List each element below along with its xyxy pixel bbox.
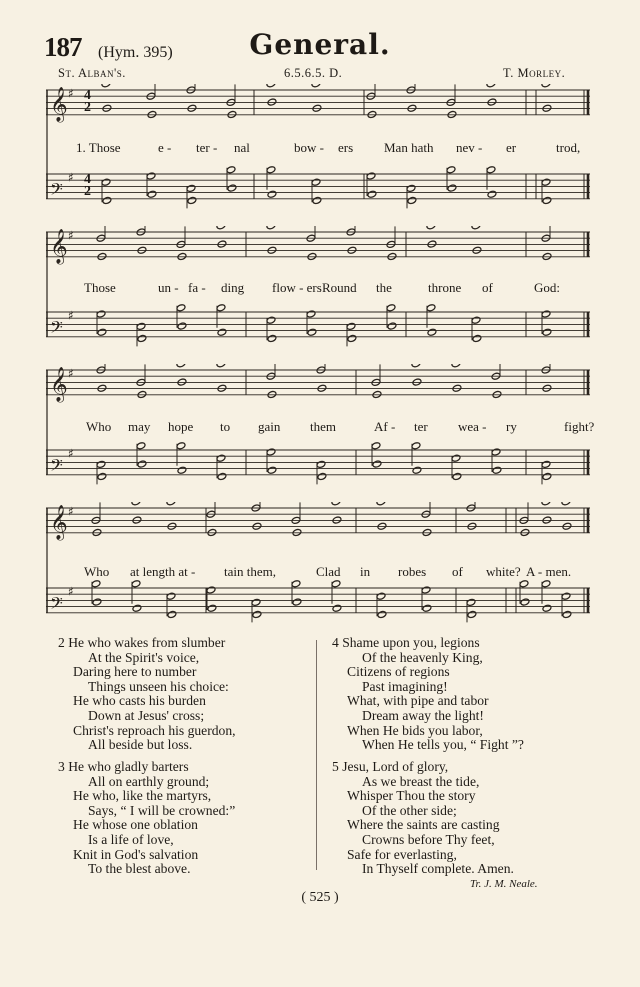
note-head-icon <box>101 84 111 88</box>
verse-line: Things unseen his choice: <box>88 678 229 694</box>
note-head-icon <box>132 604 142 612</box>
note-head-icon <box>331 580 341 588</box>
note-head-icon <box>166 592 176 600</box>
note-head-icon <box>216 364 226 368</box>
note-head-icon <box>376 592 386 600</box>
treble-clef-icon: 𝄞 <box>50 86 68 122</box>
note-head-icon <box>542 604 552 612</box>
verse-number: 3 <box>58 759 65 774</box>
note-head-icon <box>131 502 141 506</box>
lyric-syllable: fa - <box>188 280 206 295</box>
lyric-syllable: the <box>376 280 392 295</box>
note-head-icon <box>96 310 106 318</box>
note-head-icon <box>307 328 317 336</box>
hymnal-reference: (Hym. 395) <box>98 44 173 61</box>
note-head-icon <box>372 460 382 468</box>
verse-line: When He bids you labor, <box>347 722 483 738</box>
note-head-icon <box>216 226 226 230</box>
treble-staff <box>46 502 590 541</box>
verse-line: All on earthly ground; <box>88 773 210 789</box>
verse-number: 5 <box>332 759 339 774</box>
treble-staff <box>46 84 590 123</box>
verse-line: Christ's reproach his guerdon, <box>73 722 236 738</box>
note-head-icon <box>166 502 176 506</box>
bass-staff <box>46 166 590 209</box>
note-head-icon <box>92 598 102 606</box>
verse-line: He who, like the martyrs, <box>73 788 212 804</box>
bass-staff <box>46 442 590 485</box>
verse-line: Of the heavenly King, <box>362 649 483 665</box>
note-head-icon <box>520 598 530 606</box>
note-head-icon <box>216 454 226 462</box>
note-head-icon <box>177 466 187 474</box>
note-head-icon <box>542 196 552 204</box>
note-head-icon <box>96 460 106 468</box>
note-head-icon <box>207 604 217 612</box>
bass-clef-icon: 𝄢 <box>50 316 63 341</box>
note-head-icon <box>136 442 146 450</box>
time-signature: 2 <box>84 184 91 199</box>
lyric-syllable: throne <box>428 280 462 295</box>
note-head-icon <box>471 226 481 230</box>
lyric-syllable: of <box>482 280 493 295</box>
note-head-icon <box>311 178 321 186</box>
verse-line: In Thyself complete. Amen. <box>362 861 514 877</box>
lyric-syllable: white? <box>486 564 521 579</box>
note-head-icon <box>412 466 422 474</box>
lyric-syllable: to <box>220 419 231 434</box>
verse-number: 4 <box>332 635 339 650</box>
verse-line: Crowns before Thy feet, <box>362 831 495 847</box>
sharp-icon: ♯ <box>68 86 74 101</box>
note-head-icon <box>541 84 551 88</box>
lyric-syllable: in <box>360 564 371 579</box>
note-head-icon <box>406 184 416 192</box>
treble-clef-icon: 𝄞 <box>50 504 68 540</box>
lyric-syllable: may <box>128 419 151 434</box>
lyric-syllable: Af - <box>374 419 396 434</box>
note-head-icon <box>541 310 551 318</box>
lyric-syllable: wea - <box>458 419 487 434</box>
verse-line: Whisper Thou the story <box>347 788 476 804</box>
note-head-icon <box>561 592 571 600</box>
note-head-icon <box>467 610 477 618</box>
note-head-icon <box>562 610 572 618</box>
note-head-icon <box>176 442 186 450</box>
note-head-icon <box>487 190 497 198</box>
note-head-icon <box>471 316 481 324</box>
time-signature: 4 <box>84 88 91 103</box>
lyric-syllable: them <box>310 419 336 434</box>
note-head-icon <box>332 604 342 612</box>
verse-line: Of the other side; <box>362 802 457 818</box>
verse-4 <box>332 636 524 753</box>
verse-line: Dream away the light! <box>362 707 484 723</box>
note-head-icon <box>206 586 216 594</box>
note-head-icon <box>177 322 187 330</box>
time-signature: 4 <box>84 172 91 187</box>
note-head-icon <box>347 334 357 342</box>
note-head-icon <box>411 364 421 368</box>
meter: 6.5.6.5. D. <box>284 66 343 80</box>
note-head-icon <box>386 304 396 312</box>
treble-staff <box>46 226 590 265</box>
note-head-icon <box>187 196 197 204</box>
lyric-syllable: 1. Those <box>76 140 121 155</box>
sharp-icon: ♯ <box>68 170 74 185</box>
lyric-syllable: er <box>506 140 517 155</box>
lyric-syllable: tain them, <box>224 564 276 579</box>
sharp-icon: ♯ <box>68 584 74 599</box>
treble-staff <box>46 364 590 403</box>
note-head-icon <box>561 502 571 506</box>
note-head-icon <box>451 364 461 368</box>
verse-line: Past imagining! <box>362 678 448 694</box>
note-head-icon <box>446 166 456 174</box>
lyric-syllable: nev - <box>456 140 483 155</box>
note-head-icon <box>426 226 436 230</box>
note-head-icon <box>492 466 502 474</box>
lyric-syllable: trod, <box>556 140 581 155</box>
note-head-icon <box>226 166 236 174</box>
note-head-icon <box>377 610 387 618</box>
treble-clef-icon: 𝄞 <box>50 366 68 402</box>
verse-5 <box>332 760 514 877</box>
verse-line: He who wakes from slumber <box>68 635 226 650</box>
lyric-syllable: Round <box>322 280 357 295</box>
bass-clef-icon: 𝄢 <box>50 178 63 203</box>
note-head-icon <box>267 466 277 474</box>
note-head-icon <box>371 442 381 450</box>
tune-name: St. Alban's. <box>58 66 126 80</box>
bass-staff <box>46 304 590 347</box>
lyric-syllable: Man hath <box>384 140 434 155</box>
note-head-icon <box>486 166 496 174</box>
note-head-icon <box>292 598 302 606</box>
composer: T. Morley. <box>503 66 566 80</box>
verse-line: To the blest above. <box>88 861 191 877</box>
note-head-icon <box>266 84 276 88</box>
note-head-icon <box>97 328 107 336</box>
note-head-icon <box>131 580 141 588</box>
note-head-icon <box>541 178 551 186</box>
note-head-icon <box>266 226 276 230</box>
note-head-icon <box>217 328 227 336</box>
sharp-icon: ♯ <box>68 308 74 323</box>
treble-clef-icon: 𝄞 <box>50 228 68 264</box>
note-head-icon <box>426 304 436 312</box>
verse-line: He whose one oblation <box>73 817 198 833</box>
note-head-icon <box>266 166 276 174</box>
sharp-icon: ♯ <box>68 366 74 381</box>
lyric-syllable: e - <box>158 140 172 155</box>
note-head-icon <box>472 334 482 342</box>
note-head-icon <box>306 310 316 318</box>
note-head-icon <box>542 472 552 480</box>
lyric-syllable: at length at - <box>130 564 196 579</box>
note-head-icon <box>147 190 157 198</box>
bass-clef-icon: 𝄢 <box>50 592 63 617</box>
note-head-icon <box>176 304 186 312</box>
verse-line: All beside but loss. <box>88 737 193 753</box>
hymn-number: 187 <box>44 32 82 62</box>
bass-staff <box>46 580 590 623</box>
note-head-icon <box>466 598 476 606</box>
translator-credit: Tr. J. M. Neale. <box>470 878 538 890</box>
verse-line: Shame upon you, legions <box>342 635 480 650</box>
verse-line: He who casts his burden <box>73 693 206 709</box>
note-head-icon <box>251 598 261 606</box>
note-head-icon <box>541 502 551 506</box>
note-head-icon <box>447 184 457 192</box>
bass-clef-icon: 𝄢 <box>50 454 63 479</box>
page-number: ( 525 ) <box>301 890 339 905</box>
lyric-syllable: hope <box>168 419 194 434</box>
lyric-syllable: fight? <box>564 419 595 434</box>
note-head-icon <box>367 190 377 198</box>
verse-line: Daring here to number <box>73 664 197 680</box>
note-head-icon <box>317 472 327 480</box>
note-head-icon <box>366 172 376 180</box>
sharp-icon: ♯ <box>68 504 74 519</box>
note-head-icon <box>291 580 301 588</box>
lyric-syllable: un - <box>158 280 179 295</box>
verse-line: He who gladly barters <box>68 759 189 774</box>
verse-line: Jesu, Lord of glory, <box>342 759 449 774</box>
note-head-icon <box>376 502 386 506</box>
verse-line: What, with pipe and tabor <box>347 693 489 709</box>
note-head-icon <box>216 304 226 312</box>
note-head-icon <box>267 190 277 198</box>
note-head-icon <box>266 316 276 324</box>
note-head-icon <box>102 196 112 204</box>
verse-line: When He tells you, “ Fight ”? <box>362 737 524 753</box>
verse-line: Safe for everlasting, <box>347 846 457 862</box>
note-head-icon <box>491 448 501 456</box>
lyric-syllable: of <box>452 564 463 579</box>
lyric-syllable: ter <box>414 419 428 434</box>
time-signature: 2 <box>84 100 91 115</box>
note-head-icon <box>451 454 461 462</box>
note-head-icon <box>421 586 431 594</box>
note-head-icon <box>137 334 147 342</box>
lyric-syllable: nal <box>234 140 250 155</box>
note-head-icon <box>312 196 322 204</box>
note-head-icon <box>137 460 147 468</box>
verse-line: Down at Jesus' cross; <box>88 707 205 723</box>
note-head-icon <box>387 322 397 330</box>
note-head-icon <box>427 328 437 336</box>
note-head-icon <box>91 580 101 588</box>
verse-number: 2 <box>58 635 65 650</box>
lyric-syllable: robes <box>398 564 427 579</box>
note-head-icon <box>227 184 237 192</box>
note-head-icon <box>101 178 111 186</box>
lyric-syllable: ter - <box>196 140 218 155</box>
lyric-syllable: God: <box>534 280 560 295</box>
verse-line: At the Spirit's voice, <box>88 649 200 665</box>
note-head-icon <box>136 322 146 330</box>
note-head-icon <box>186 184 196 192</box>
note-head-icon <box>519 580 529 588</box>
note-head-icon <box>486 84 496 88</box>
verse-2 <box>58 636 236 753</box>
lyric-syllable: Clad <box>316 564 341 579</box>
note-head-icon <box>541 460 551 468</box>
verse-line: Citizens of regions <box>347 664 450 680</box>
note-head-icon <box>252 610 262 618</box>
note-head-icon <box>311 84 321 88</box>
lyric-syllable: flow - ers <box>272 280 322 295</box>
verse-line: Knit in God's salvation <box>73 846 199 862</box>
verse-line: Says, “ I will be crowned:” <box>88 802 236 818</box>
verse-line: Is a life of love, <box>88 831 174 847</box>
verse-line: Where the saints are casting <box>347 817 500 833</box>
lyric-syllable: ding <box>221 280 245 295</box>
note-head-icon <box>422 604 432 612</box>
note-head-icon <box>176 364 186 368</box>
sharp-icon: ♯ <box>68 228 74 243</box>
note-head-icon <box>407 196 417 204</box>
note-head-icon <box>146 172 156 180</box>
lyric-syllable: ry <box>506 419 517 434</box>
lyric-syllable: Those <box>84 280 116 295</box>
note-head-icon <box>97 472 107 480</box>
section-title: General. <box>249 28 391 61</box>
note-head-icon <box>542 328 552 336</box>
note-head-icon <box>266 448 276 456</box>
verse-3 <box>58 760 235 877</box>
lyric-syllable: ers <box>338 140 354 155</box>
lyric-syllable: Who <box>84 564 110 579</box>
sharp-icon: ♯ <box>68 446 74 461</box>
column-divider <box>316 640 317 870</box>
note-head-icon <box>331 502 341 506</box>
note-head-icon <box>316 460 326 468</box>
verse-line: As we breast the tide, <box>362 773 480 789</box>
note-head-icon <box>346 322 356 330</box>
lyric-syllable: A - men. <box>526 564 572 579</box>
note-head-icon <box>267 334 277 342</box>
note-head-icon <box>411 442 421 450</box>
note-head-icon <box>217 472 227 480</box>
note-head-icon <box>541 580 551 588</box>
note-head-icon <box>452 472 462 480</box>
note-head-icon <box>167 610 177 618</box>
lyric-syllable: gain <box>258 419 281 434</box>
lyric-syllable: bow - <box>294 140 324 155</box>
lyric-syllable: Who <box>86 419 112 434</box>
